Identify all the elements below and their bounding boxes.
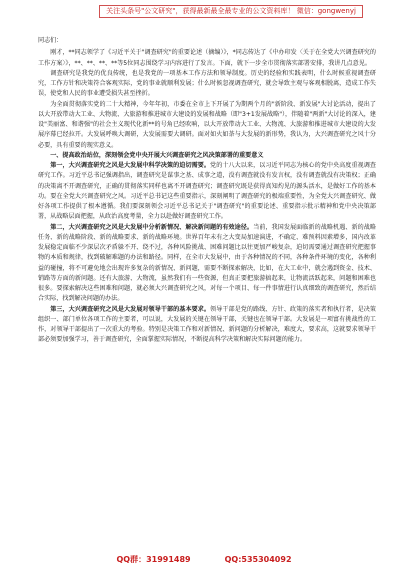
paragraph-text: 党的十八大以来，以习近平同志为核心的党中央高度重视调查研究工作。习近平总书记强调指出，调查研究是谋事之基、成事之道，没有调查就没有发言权，没有调查就没有决策权；正确的决策离不开调查研究，正确的贯彻落实同样也离不开调查研究；调查研究既是获得真知灼见的源头活水，是做好工作的基本功。要在全党大兴调查研究之风。习近平总书记这些重要指示，深刻阐明了调查研究的极端重要性，为全党大兴调查研究、做好各项工作提供了根本遵循。我们要深刻领会习近平总书记关于"调查研究"的重要论述、重要指示批示精神和党中央决策部署，从战略层面把握，从政治高度考量，全力以赴做好调查研究工作。 [38,162,376,221]
section-heading [38,151,376,161]
paragraph-lead: 第三，大兴调查研究之风是大发展对领导干部的基本要求。 [50,305,211,313]
paragraph-text: 刚才，**同志领学了《习近平关于"调查研究"的重要论述（摘编）》，*同志传达了《中办印发〈关于在全党大兴调查研究的工作方案〉》，**、**、**、**等5位同志围绕学习内容进行了发言。下面，就下一步全市贯彻落实部署安排，我讲几点意见。 [38,49,376,67]
body-paragraph [38,305,376,346]
body-paragraph [38,48,376,69]
banner-text: 关注头条号"公文研究"，获得最新最全最专业的公文资料库！ 微信：gongwenyj [99,5,363,18]
body-paragraph [38,100,376,151]
paragraph-text: 调查研究是我党的优良传统，也是我党的一项基本工作方法和领导制度。历史的经验和实践表明，什么时候重视调查研究，工作方针和决策符合客观实际，党的事业就顺利发展；什么时候忽视调查研究，就会导致主观与客观相脱离，造成工作失误，使党和人民的事业遭受损失甚至挫折。 [38,69,376,98]
paragraph-text: 当前，我国发展面临新的战略机遇、新的战略任务、新的战略阶段、新的战略要求、新的战略环境。世界百年未有之大变局加速演进，不确定、难预料因素增多，国内改革发展稳定面临不少深层次矛盾躲不开、绕不过，各种风险挑战、困难问题比以往更加严峻复杂，迫切需要通过调查研究把握事物的本质和规律，找到破解难题的办法和路径。同样，在全市大发展中，由于各种情况的不同，各种条件环境的变化，各种利益的碰撞，将不可避免地会出现许多复杂的新情况、新问题，需要不断探索解决，比如，在大工业中，就会遇到资金、技术、销路等方面的新问题。还有大旅游、大物流，虽然我们有一些资源，但真正要把旅游搞起来，让物流活跃起来，问题和困难也很多。要探索解决这些困难和问题，就必须大兴调查研究之风，对每一个项目、每一件事情进行认真细致的调查研究，然后结合实际，找到解决问题的办法。 [38,223,376,303]
paragraph-lead: 第二，大兴调查研究之风是大发展中分析新情况、解决新问题的有效途径。 [50,223,254,231]
body-paragraph [38,69,376,100]
header-banner [0,0,408,22]
footer-qq-group: QQ群：31991489 [116,555,191,564]
salutation: 同志们： [38,37,63,44]
paragraph-list [38,48,376,345]
body-paragraph [38,161,376,223]
document-page [38,36,376,548]
paragraph-text: 一、提高政治站位，深刻领会党中央开展大兴调查研究之风决策部署的重要意义 [50,151,264,159]
body-paragraph [38,223,376,305]
paragraph-lead: 第一，大兴调查研究之风是大发展中科学决策的迫切需要。 [50,162,211,169]
footer [0,553,408,567]
footer-qq: QQ:535304092 [224,555,292,564]
paragraph-text: 为全面贯彻落实党的二十大精神，今年年初，市委在全市上下开展了为期两个月的"新阶段、新发展"大讨论活动，提出了以大开放带动大工业、大物流、大旅游和推进城市大建设的发展和战略（即"3+1发展战略"），伴随着"两新"大讨论的深入，建设"美丽富、和谐强"的社会主义现代化新**的号角已经吹响，以大开放带动大工业、大物流、大旅游和推进城市大建设的大发展序幕已经拉开。大发展呼唤大调研，大发展需要大调研。面对如火如荼与大发展的新形势，我认为，大兴调查研究之风十分必要，具有重要的现实意义。 [38,100,376,149]
paragraph-text: 领导干部是党的路线、方针、政策的落实者和执行者，是决策组织一、部门单位各项工作的主要者，可以说，大发展的关键在领导干部，关键也在领导干部。大发展是一项富有挑战性的工作，对领导干部提出了一次重大的考验。特别是决策工作和对新情况、新问题的分析解决，难度大，要求高，这就要求领导干部必须要加强学习，善于调查研究，全面掌握实际情况，不断提高科学决策和解决实际问题的能力。 [38,305,376,344]
